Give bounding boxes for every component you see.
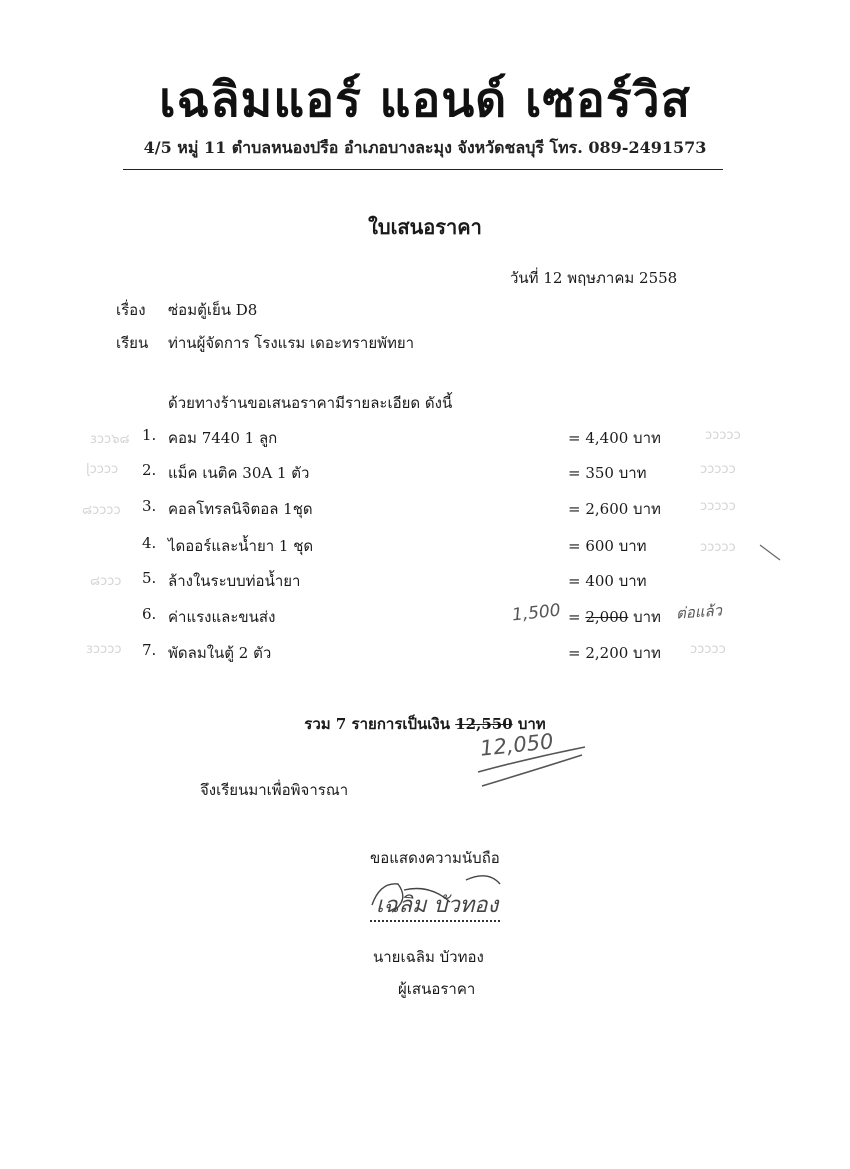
item-description: คอลโทรลนิจิตอล 1ชุด xyxy=(168,500,313,518)
signature: เฉลิม บัวทอง xyxy=(376,893,499,918)
intro-text: ด้วยทางร้านขอเสนอราคามีรายละเอียด ดังนี้ xyxy=(168,394,453,412)
item-number: 3. xyxy=(142,497,157,515)
item-number: 6. xyxy=(142,605,157,623)
item-number: 2. xyxy=(142,461,157,479)
item-description: ค่าแรงและขนส่ง xyxy=(168,608,276,626)
company-address: 4/5 หมู่ 11 ตำบลหนองปรือ อำเภอบางละมุง จังหวัดชลบุรี โทร. 089-2491573 xyxy=(143,138,707,157)
item-description: คอม 7440 1 ลูก xyxy=(168,429,278,447)
recipient-label: เรียน xyxy=(116,334,149,352)
item-price: = 2,200 บาท xyxy=(568,644,661,662)
signature-line xyxy=(370,920,500,922)
item-number: 4. xyxy=(142,534,157,552)
bleed-mark: ɜɔɔ๖๘ xyxy=(90,432,130,447)
document-title: ใบเสนอราคา xyxy=(368,215,482,239)
item-price: = 600 บาท xyxy=(568,537,647,555)
total-suffix: บาท xyxy=(512,715,546,733)
company-name: เฉลิมแอร์ แอนด์ เซอร์วิส xyxy=(159,72,691,128)
item-price: = 2,600 บาท xyxy=(568,500,661,518)
item-price: = 350 บาท xyxy=(568,464,647,482)
closing-text: จึงเรียนมาเพื่อพิจารณา xyxy=(200,781,349,799)
total-prefix: รวม 7 รายการเป็นเงิน xyxy=(304,715,456,733)
item-number: 5. xyxy=(142,569,157,587)
item-description: แม็ค เนติค 30A 1 ตัว xyxy=(168,464,310,482)
bleed-mark: ɔɔɔɔɔ xyxy=(700,462,736,477)
item-price: = 4,400 บาท xyxy=(568,429,661,447)
bleed-mark: ɔɔɔɔɔ xyxy=(705,428,741,443)
subject-value: ซ่อมตู้เย็น D8 xyxy=(168,301,258,319)
regards-text: ขอแสดงความนับถือ xyxy=(370,849,500,867)
pen-tick-stroke xyxy=(760,545,780,560)
signer-role: ผู้เสนอราคา xyxy=(398,980,476,998)
pen-underline-stroke xyxy=(482,755,582,786)
handwritten-labor-correction: 1,500 xyxy=(511,600,562,626)
handwritten-labor-note: ต่อแล้ว xyxy=(675,601,723,623)
item-description: ไดออร์และน้ำยา 1 ชุด xyxy=(168,537,314,555)
item-number: 1. xyxy=(142,426,157,444)
bleed-mark: ɔɔɔɔɔ xyxy=(700,540,736,555)
subject-label: เรื่อง xyxy=(116,301,146,319)
document-date: วันที่ 12 พฤษภาคม 2558 xyxy=(510,269,678,287)
item-price-prefix: = xyxy=(568,608,586,626)
item-number: 7. xyxy=(142,641,157,659)
bleed-mark: ɜɔɔɔɔ xyxy=(86,642,122,657)
item-price-suffix: บาท xyxy=(628,608,661,626)
bleed-mark: ɭɔɔɔɔ xyxy=(86,462,119,477)
signer-name: นายเฉลิม บัวทอง xyxy=(373,948,484,966)
bleed-mark: ๘ɔɔɔ xyxy=(90,574,122,589)
item-description: พัดลมในตู้ 2 ตัว xyxy=(168,644,272,662)
bleed-mark: ɔɔɔɔɔ xyxy=(690,642,726,657)
item-description: ล้างในระบบท่อน้ำยา xyxy=(168,572,301,590)
bleed-mark: ๘ɔɔɔɔ xyxy=(82,503,121,518)
recipient-value: ท่านผู้จัดการ โรงแรม เดอะทรายพัทยา xyxy=(168,334,415,352)
handwritten-total-correction: 12,050 xyxy=(478,729,555,761)
total-amount: 12,550 xyxy=(455,715,513,733)
bleed-mark: ɔɔɔɔɔ xyxy=(700,499,736,514)
item-price: = 400 บาท xyxy=(568,572,647,590)
struck-price: 2,000 xyxy=(585,608,629,626)
